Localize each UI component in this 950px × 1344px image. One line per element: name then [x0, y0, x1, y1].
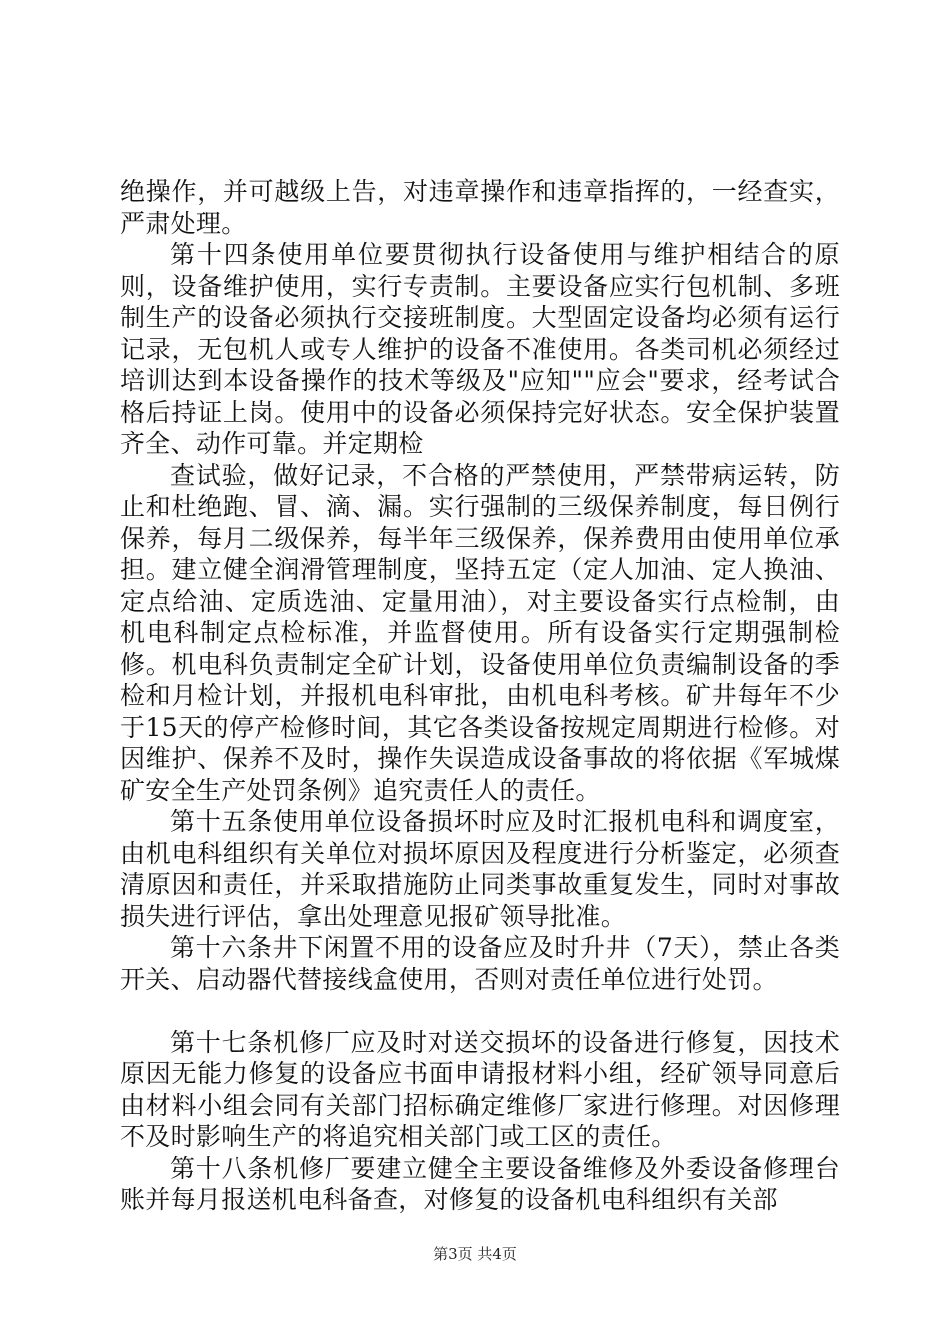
- paragraph-article-15: 第十五条使用单位设备损坏时应及时汇报机电科和调度室，由机电科组织有关单位对损坏原因及程度进行分析鉴定，必须查清原因和责任，并采取措施防止同类事故重复发生，同时对事故损失进行评估，拿出处理意见报矿领导批准。: [120, 807, 840, 931]
- body-text: [120, 176, 840, 1216]
- paragraph-continuation: 绝操作，并可越级上告，对违章操作和违章指挥的，一经查实，严肃处理。: [120, 177, 840, 238]
- paragraph-article-14-continued: 查试验，做好记录，不合格的严禁使用，严禁带病运转，防止和杜绝跑、冒、滴、漏。实行强制的三级保养制度，每日例行保养，每月二级保养，每半年三级保养，保养费用由使用单位承担。建立健全润滑管理制度，坚持五定（定人加油、定人换油、定点给油、定质选油、定量用油），对主要设备实行点检制，由机电科制定点检标准，并监督使用。所有设备实行定期强制检修。机电科负责制定全矿计划，设备使用单位负责编制设备的季检和月检计划，并报机电科审批，由机电科考核。矿井每年不少于15天的停产检修时间，其它各类设备按规定周期进行检修。对因维护、保养不及时，操作失误造成设备事故的将依据《军城煤矿安全生产处罚条例》追究责任人的责任。: [120, 460, 840, 805]
- paragraph-article-17: 第十七条机修厂应及时对送交损坏的设备进行修复，因技术原因无能力修复的设备应书面申请报材料小组，经矿领导同意后由材料小组会同有关部门招标确定维修厂家进行修理。对因修理不及时影响生产的将追究相关部门或工区的责任。: [120, 1027, 840, 1151]
- page-footer: 第3页 共4页: [433, 1245, 517, 1263]
- paragraph-article-18: 第十八条机修厂要建立健全主要设备维修及外委设备修理台账并每月报送机电科备查，对修复的设备机电科组织有关部: [120, 1153, 840, 1214]
- paragraph-article-14: 第十四条使用单位要贯彻执行设备使用与维护相结合的原则，设备维护使用，实行专责制。主要设备应实行包机制、多班制生产的设备必须执行交接班制度。大型固定设备均必须有运行记录，无包机人或专人维护的设备不准使用。各类司机必须经过培训达到本设备操作的技术等级及"应知""应会"要求，经考试合格后持证上岗。使用中的设备必须保持完好状态。安全保护装置齐全、动作可靠。并定期检: [120, 240, 840, 458]
- paragraph-gap: [120, 995, 840, 1027]
- paragraph-article-16: 第十六条井下闲置不用的设备应及时升井（7天），禁止各类开关、启动器代替接线盒使用，否则对责任单位进行处罚。: [120, 933, 840, 994]
